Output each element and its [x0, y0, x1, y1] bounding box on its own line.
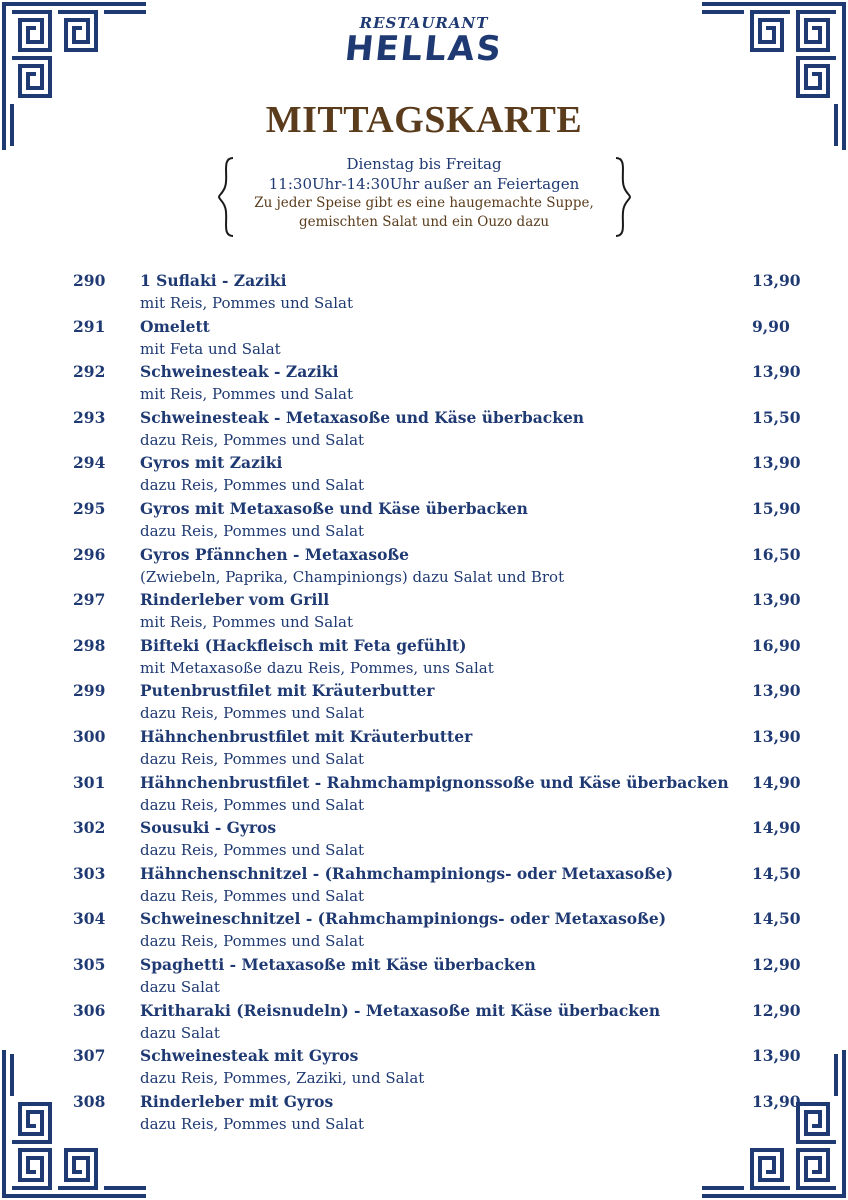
item-name: Kritharaki (Reisnudeln) - Metaxasoße mit Käse überbacken [140, 1000, 661, 1020]
item-number: 295 [73, 498, 106, 518]
menu-item [0, 589, 848, 635]
info-hours: 11:30Uhr-14:30Uhr außer an Feiertagen [268, 175, 580, 193]
item-name: Schweinesteak - Metaxasoße und Käse überbacken [140, 407, 585, 427]
item-number: 290 [73, 271, 106, 290]
item-number: 293 [73, 407, 106, 427]
item-price: 15,90 [752, 498, 801, 518]
item-description: dazu Reis, Pommes und Salat [140, 704, 365, 723]
item-price: 13,90 [752, 271, 801, 290]
item-description: dazu Reis, Pommes und Salat [140, 841, 365, 860]
item-description: dazu Reis, Pommes und Salat [140, 932, 365, 951]
item-description: (Zwiebeln, Paprika, Champiniongs) dazu Salat und Brot [140, 567, 565, 586]
item-name: Schweinesteak mit Gyros [140, 1046, 359, 1066]
logo-main-text: HELLAS [342, 29, 506, 69]
item-price: 16,90 [752, 635, 801, 655]
item-name: 1 Suflaki - Zaziki [140, 271, 287, 290]
item-name: Hähnchenbrustfilet mit Kräuterbutter [140, 726, 473, 746]
restaurant-logo [0, 14, 848, 69]
item-description: mit Feta und Salat [140, 339, 281, 358]
item-name: Hähnchenbrustfilet - Rahmchampignonssoße und Käse überbacken [140, 772, 729, 792]
menu-item [0, 635, 848, 681]
item-number: 299 [73, 681, 106, 701]
item-number: 292 [73, 362, 106, 382]
item-description: dazu Reis, Pommes und Salat [140, 521, 365, 540]
item-price: 12,90 [752, 954, 801, 974]
item-number: 296 [73, 544, 106, 564]
item-name: Gyros mit Zaziki [140, 453, 283, 473]
info-note-line1: Zu jeder Speise gibt es eine haugemachte Suppe, [254, 195, 594, 211]
item-name: Gyros mit Metaxasoße und Käse überbacken [140, 498, 528, 518]
menu-item [0, 680, 848, 726]
menu-item [0, 726, 848, 772]
item-name: Spaghetti - Metaxasoße mit Käse überbacken [140, 954, 536, 974]
item-number: 305 [73, 954, 106, 974]
item-price: 13,90 [752, 590, 801, 610]
item-description: dazu Reis, Pommes und Salat [140, 476, 365, 495]
item-number: 307 [73, 1046, 106, 1066]
menu-item [0, 498, 848, 544]
opening-info [200, 154, 648, 232]
item-description: dazu Reis, Pommes und Salat [140, 430, 365, 449]
item-number: 298 [73, 635, 106, 655]
menu-item [0, 954, 848, 1000]
item-number: 291 [73, 316, 106, 336]
item-price: 16,50 [752, 544, 801, 564]
item-number: 294 [73, 453, 106, 473]
item-name: Bifteki (Hackfleisch mit Feta gefühlt) [140, 635, 467, 655]
item-description: dazu Reis, Pommes und Salat [140, 1114, 365, 1133]
menu-item [0, 1091, 848, 1137]
item-number: 300 [73, 726, 106, 746]
item-price: 14,90 [752, 772, 801, 792]
logo-top-text: RESTAURANT [359, 14, 489, 32]
item-name: Sousuki - Gyros [140, 818, 277, 838]
item-number: 303 [73, 863, 106, 883]
item-description: dazu Reis, Pommes und Salat [140, 886, 365, 905]
item-number: 308 [73, 1091, 106, 1111]
info-days: Dienstag bis Freitag [346, 155, 502, 173]
item-price: 12,90 [752, 1000, 801, 1020]
item-description: mit Reis, Pommes und Salat [140, 613, 354, 632]
item-description: dazu Salat [140, 1023, 220, 1042]
item-name: Rinderleber mit Gyros [140, 1091, 334, 1111]
menu-item [0, 908, 848, 954]
item-name: Hähnchenschnitzel - (Rahmchampiniongs- oder Metaxasoße) [140, 863, 674, 883]
info-note-line2: gemischten Salat und ein Ouzo dazu [298, 214, 550, 230]
item-price: 15,50 [752, 407, 801, 427]
item-description: dazu Salat [140, 977, 220, 996]
item-price: 14,50 [752, 863, 801, 883]
item-price: 13,90 [752, 1046, 801, 1066]
item-description: dazu Reis, Pommes, Zaziki, und Salat [140, 1069, 425, 1088]
item-price: 13,90 [752, 726, 801, 746]
menu-item [0, 270, 848, 316]
menu-item [0, 452, 848, 498]
item-price: 14,50 [752, 909, 801, 929]
item-price: 13,90 [752, 1091, 801, 1111]
item-description: mit Metaxasoße dazu Reis, Pommes, uns Salat [140, 658, 494, 677]
item-price: 13,90 [752, 362, 801, 382]
menu-item [0, 772, 848, 818]
menu-item [0, 1000, 848, 1046]
menu-item [0, 1045, 848, 1091]
item-number: 304 [73, 909, 106, 929]
item-name: Schweineschnitzel - (Rahmchampiniongs- oder Metaxasoße) [140, 909, 667, 929]
menu-item [0, 407, 848, 453]
item-name: Schweinesteak - Zaziki [140, 362, 339, 382]
item-number: 301 [73, 772, 106, 792]
menu-item [0, 817, 848, 863]
item-description: dazu Reis, Pommes und Salat [140, 749, 365, 768]
page-title: MITTAGSKARTE [265, 99, 583, 141]
item-description: mit Reis, Pommes und Salat [140, 294, 354, 312]
item-name: Omelett [140, 316, 210, 336]
menu-item [0, 863, 848, 909]
item-name: Gyros Pfännchen - Metaxasoße [140, 544, 410, 564]
menu-item [0, 316, 848, 362]
item-name: Putenbrustfilet mit Kräuterbutter [140, 681, 435, 701]
menu-item [0, 544, 848, 590]
item-number: 297 [73, 590, 106, 610]
item-name: Rinderleber vom Grill [140, 590, 330, 610]
item-number: 302 [73, 818, 106, 838]
item-number: 306 [73, 1000, 106, 1020]
item-description: dazu Reis, Pommes und Salat [140, 795, 365, 814]
item-price: 14,90 [752, 818, 801, 838]
menu-item [0, 361, 848, 407]
item-price: 9,90 [752, 316, 790, 336]
item-price: 13,90 [752, 681, 801, 701]
menu-list [0, 270, 848, 1136]
item-price: 13,90 [752, 453, 801, 473]
item-description: mit Reis, Pommes und Salat [140, 385, 354, 404]
